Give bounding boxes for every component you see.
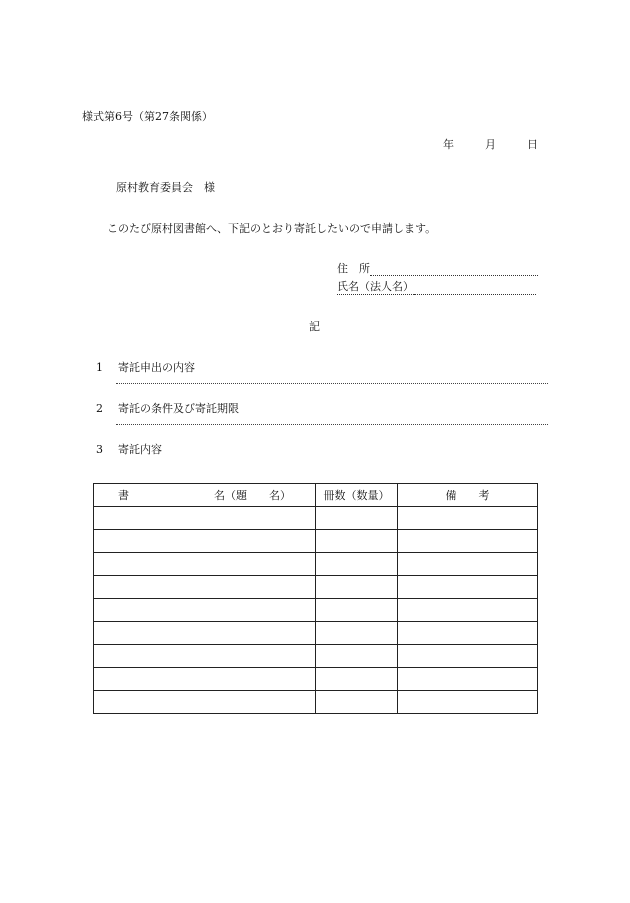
cell-remarks[interactable] bbox=[398, 622, 538, 645]
name-line bbox=[414, 282, 536, 295]
item-number: 2 bbox=[96, 402, 103, 415]
table-row bbox=[94, 530, 538, 553]
header-book-right: 名（題 名） bbox=[214, 489, 291, 502]
date-month: 月 bbox=[485, 138, 496, 151]
date-year: 年 bbox=[443, 138, 454, 151]
item-number: 1 bbox=[96, 361, 103, 374]
cell-remarks[interactable] bbox=[398, 668, 538, 691]
header-remarks: 備 考 bbox=[398, 484, 538, 507]
cell-remarks[interactable] bbox=[398, 507, 538, 530]
header-book-title bbox=[94, 484, 316, 507]
table-row bbox=[94, 691, 538, 714]
name-field bbox=[337, 280, 536, 295]
cell-count[interactable] bbox=[316, 576, 398, 599]
cell-count[interactable] bbox=[316, 691, 398, 714]
name-label: 氏名（法人名） bbox=[337, 280, 414, 293]
address-label: 住 所 bbox=[337, 262, 370, 275]
item-label: 寄託の条件及び寄託期限 bbox=[118, 402, 239, 415]
deposit-table bbox=[93, 483, 538, 714]
table-row bbox=[94, 622, 538, 645]
table-row bbox=[94, 599, 538, 622]
cell-book-title[interactable] bbox=[94, 645, 316, 668]
cell-count[interactable] bbox=[316, 530, 398, 553]
item-3 bbox=[96, 443, 162, 457]
address-field bbox=[337, 262, 538, 276]
item-2 bbox=[96, 402, 239, 416]
cell-book-title[interactable] bbox=[94, 507, 316, 530]
intro-text: このたび原村図書館へ、下記のとおり寄託したいので申請します。 bbox=[107, 222, 437, 235]
item-1 bbox=[96, 361, 195, 375]
cell-count[interactable] bbox=[316, 622, 398, 645]
table-row bbox=[94, 645, 538, 668]
table-row bbox=[94, 507, 538, 530]
item-number: 3 bbox=[96, 443, 103, 456]
date-line bbox=[443, 138, 538, 152]
cell-count[interactable] bbox=[316, 645, 398, 668]
cell-book-title[interactable] bbox=[94, 576, 316, 599]
cell-book-title[interactable] bbox=[94, 622, 316, 645]
item-label: 寄託内容 bbox=[118, 443, 162, 456]
cell-book-title[interactable] bbox=[94, 668, 316, 691]
item-2-answer-line bbox=[116, 424, 548, 425]
cell-count[interactable] bbox=[316, 668, 398, 691]
address-line bbox=[370, 263, 538, 276]
cell-remarks[interactable] bbox=[398, 553, 538, 576]
header-book-left: 書 bbox=[118, 489, 129, 502]
cell-remarks[interactable] bbox=[398, 599, 538, 622]
cell-book-title[interactable] bbox=[94, 691, 316, 714]
table-body bbox=[94, 507, 538, 714]
table-row bbox=[94, 668, 538, 691]
table-row bbox=[94, 553, 538, 576]
cell-remarks[interactable] bbox=[398, 576, 538, 599]
cell-remarks[interactable] bbox=[398, 691, 538, 714]
date-day: 日 bbox=[527, 138, 538, 151]
item-1-answer-line bbox=[116, 383, 548, 384]
cell-count[interactable] bbox=[316, 553, 398, 576]
addressee: 原村教育委員会 様 bbox=[116, 181, 215, 194]
table-header-row bbox=[94, 484, 538, 507]
item-label: 寄託申出の内容 bbox=[118, 361, 195, 374]
cell-book-title[interactable] bbox=[94, 553, 316, 576]
form-number: 様式第6号（第27条関係） bbox=[82, 110, 213, 123]
cell-book-title[interactable] bbox=[94, 599, 316, 622]
ki-heading: 記 bbox=[309, 320, 320, 333]
header-count: 冊数（数量） bbox=[316, 484, 398, 507]
table-row bbox=[94, 576, 538, 599]
cell-remarks[interactable] bbox=[398, 530, 538, 553]
cell-remarks[interactable] bbox=[398, 645, 538, 668]
cell-count[interactable] bbox=[316, 507, 398, 530]
cell-book-title[interactable] bbox=[94, 530, 316, 553]
cell-count[interactable] bbox=[316, 599, 398, 622]
